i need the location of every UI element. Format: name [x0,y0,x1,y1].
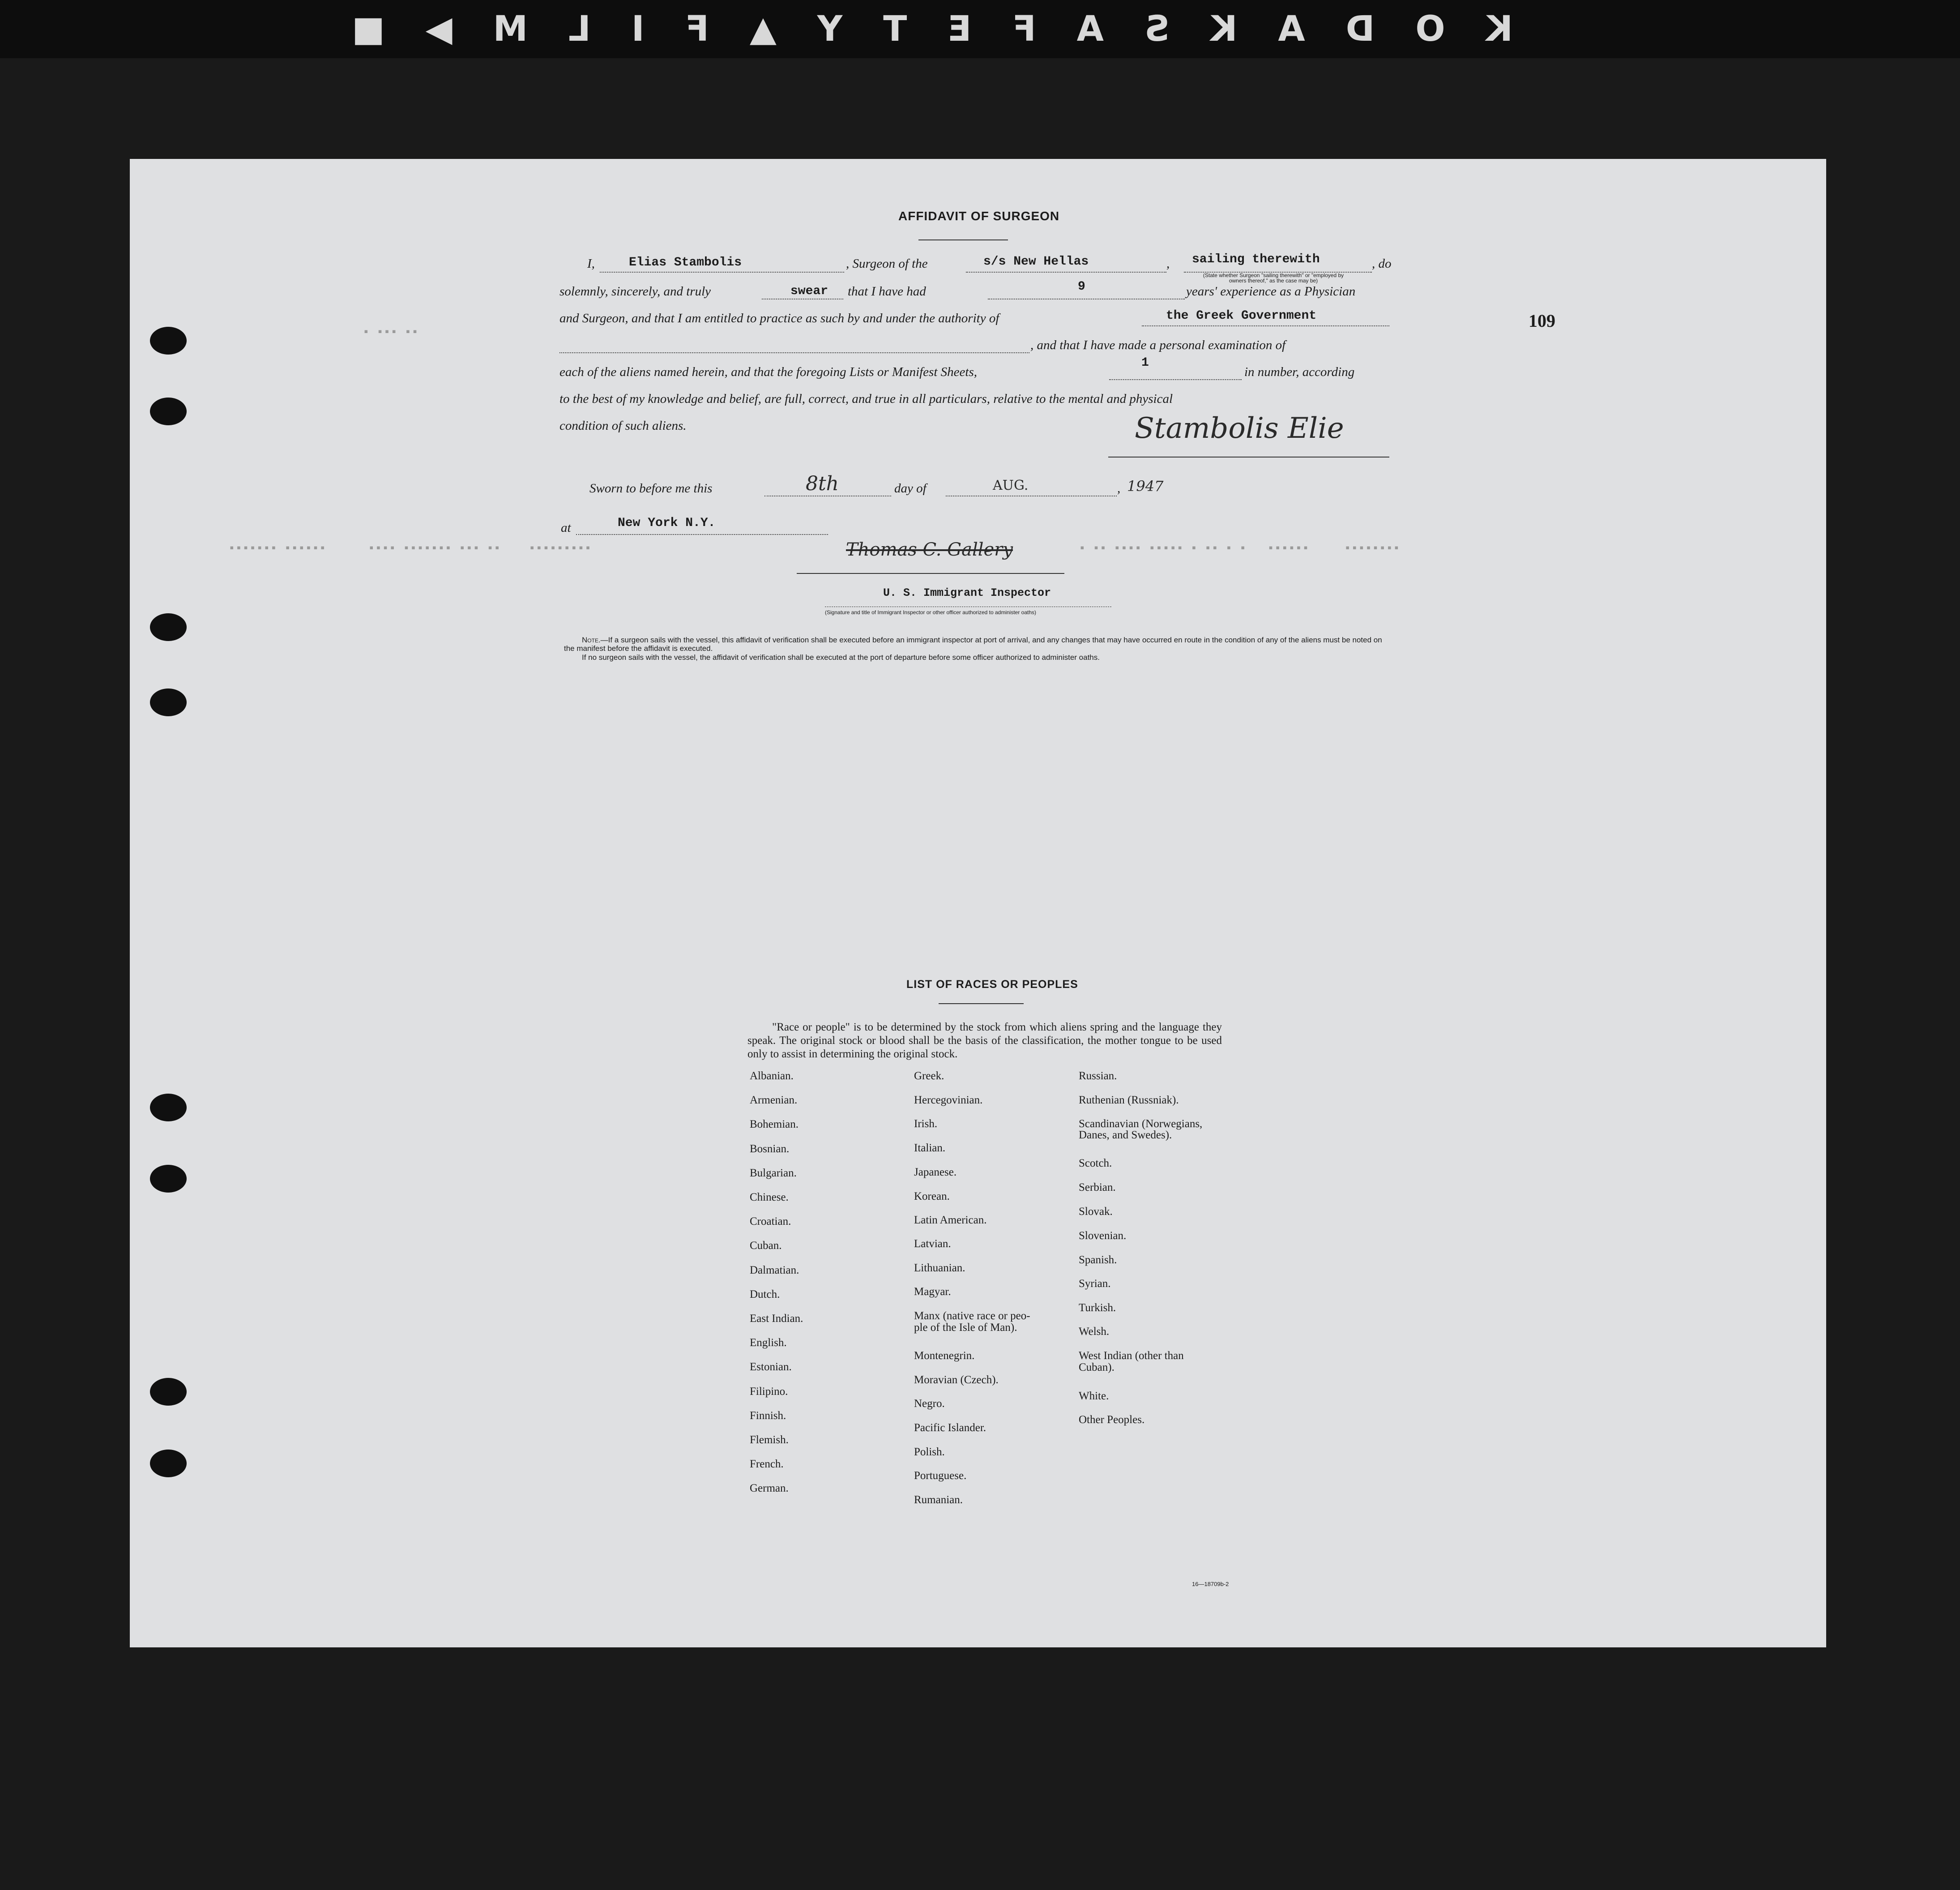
text-sworn: Sworn to before me this [589,481,713,496]
inspector-signature: Thomas C. Gallery [846,539,1013,560]
race-entry: Slovak. [1079,1206,1113,1218]
race-entry: Estonian. [750,1361,792,1373]
text-surgeon-of: , Surgeon of the [846,257,928,271]
race-entry: ple of the Isle of Man). [914,1321,1017,1334]
film-edge-letter: O [1413,9,1445,49]
note-label: Note. [582,636,601,644]
film-edge-letter: E [945,9,972,49]
race-entry: German. [750,1482,789,1495]
race-entry: Polish. [914,1446,945,1458]
race-entry: Irish. [914,1118,938,1130]
vessel-field-line [966,272,1166,273]
race-entry: Manx (native race or peo- [914,1310,1030,1322]
text-do: , do [1372,257,1392,271]
authority: the Greek Government [1166,309,1317,323]
race-entry: Rumanian. [914,1494,963,1506]
punch-hole [150,688,187,716]
document-page [130,159,1826,1647]
race-entry: Spanish. [1079,1254,1117,1266]
race-entry: French. [750,1458,784,1471]
authority-continued-line [559,352,1029,353]
inspector-hint: (Signature and title of Immigrant Inspector or other officer authorized to administer oaths) [825,609,1037,616]
race-entry: Greek. [914,1070,944,1082]
race-entry: Pacific Islander. [914,1422,986,1434]
race-entry: Albanian. [750,1070,794,1082]
race-entry: East Indian. [750,1313,803,1325]
bleed-through: ▪▪▪▪▪▪▪ ▪▪▪▪▪▪ ▪▪▪▪ ▪▪▪▪▪▪▪ ▪▪▪ ▪▪ ▪▪▪▪▪▪▪▪▪ [228,542,592,555]
race-entry: Armenian. [750,1094,798,1107]
race-entry: White. [1079,1390,1109,1402]
race-entry: Bohemian. [750,1118,799,1131]
race-entry: Italian. [914,1142,946,1154]
surgeon-signature: Stambolis Elie [1135,412,1344,445]
text-solemnly: solemnly, sincerely, and truly [559,284,711,299]
race-entry: Cuban. [750,1240,782,1252]
film-edge-letter: S [1141,9,1170,49]
sworn-month: AUG. [993,478,1029,493]
film-edge-letter: K [1483,9,1513,49]
race-entry: Danes, and Swedes). [1079,1129,1172,1141]
race-entry: Moravian (Czech). [914,1374,999,1386]
punch-hole [150,327,187,355]
film-edge-letter: F [682,9,709,49]
punch-hole [150,398,187,425]
race-entry: Lithuanian. [914,1262,965,1274]
film-edge [0,0,1960,58]
bleed-through: ▪ ▪▪▪ ▪▪ [363,325,418,339]
races-title: LIST OF RACES OR PEOPLES [906,978,1078,991]
race-entry: Slovenian. [1079,1230,1127,1242]
name-field-line [600,272,844,273]
race-entry: Japanese. [914,1166,957,1178]
race-entry: Other Peoples. [1079,1414,1145,1426]
form-number: 16—18709b-2 [1192,1581,1229,1587]
film-edge-letter: F [1009,9,1036,49]
film-edge-letter: ▶ [423,9,453,49]
text-examination: , and that I have made a personal examination of [1030,338,1286,352]
surgeon-status: sailing therewith [1192,252,1320,266]
punch-hole [150,613,187,641]
race-entry: Scandinavian (Norwegians, [1079,1118,1203,1130]
text-have-had: that I have had [848,284,926,299]
text-condition: condition of such aliens. [559,419,687,433]
vessel-name: s/s New Hellas [983,255,1089,269]
race-entry: Finnish. [750,1409,786,1422]
race-entry: Dutch. [750,1288,780,1300]
title-rule [918,239,1008,240]
sworn-day: 8th [806,472,839,495]
years-experience: 9 [1078,280,1085,294]
race-entry: Filipino. [750,1385,788,1398]
sworn-year: 1947 [1127,478,1164,495]
place-field-line [576,534,828,535]
film-edge-letter: Y [814,9,843,49]
inspector-title: U. S. Immigrant Inspector [883,586,1051,599]
film-edge-letter: I [628,9,645,49]
race-entry: Latin American. [914,1214,987,1226]
race-entry: Bosnian. [750,1142,790,1155]
punch-hole [150,1450,187,1477]
film-edge-letter: ▲ [747,9,777,49]
race-entry: Cuban). [1079,1361,1115,1373]
race-entry: Montenegrin. [914,1350,975,1362]
text-day-of: day of [894,481,927,496]
race-entry: Syrian. [1079,1278,1111,1290]
race-entry: Flemish. [750,1434,789,1446]
race-entry: Latvian. [914,1238,951,1250]
note-paragraph-2: If no surgeon sails with the vessel, the affidavit of verification shall be executed at the port of departure before some officer authorized to administer oaths. [582,653,1100,662]
punch-hole [150,1378,187,1406]
race-entry: West Indian (other than [1079,1350,1184,1362]
film-edge-text [349,9,1513,49]
race-entry: Croatian. [750,1215,791,1228]
text-in-number: in number, according [1244,365,1355,379]
race-entry: Portuguese. [914,1470,967,1482]
sworn-place: New York N.Y. [618,516,716,530]
text-authority: and Surgeon, and that I am entitled to practice as such by and under the authority of [559,311,999,325]
races-intro: "Race or people" is to be determined by the stock from which aliens spring and the language they speak. The original stock or blood shall be the basis of the classification, the mother tongue to be used only to assist in determining the original stock. [747,1021,1222,1060]
bleed-through: ▪ ▪▪ ▪▪▪▪ ▪▪▪▪▪ ▪ ▪▪ ▪ ▪ ▪▪▪▪▪▪ ▪▪▪▪▪▪▪▪ [1079,542,1400,555]
film-edge-letter: K [1208,9,1238,49]
sheet-count: 1 [1141,356,1149,370]
text-comma: , [1117,481,1121,496]
sheets-field-line [1109,379,1242,380]
film-edge-letter: ■ [349,9,385,49]
text-years-experience: years' experience as a Physician [1186,284,1356,299]
note-paragraph-1 [564,636,1390,653]
authority-field-line [1142,325,1389,326]
surgeon-name: Elias Stambolis [629,256,742,269]
film-edge-letter: T [880,9,907,49]
text-manifest-sheets: each of the aliens named herein, and that the foregoing Lists or Manifest Sheets, [559,365,977,379]
inspector-signature-line [797,573,1064,574]
film-edge-letter: A [1074,9,1104,49]
race-entry: Scotch. [1079,1157,1112,1169]
race-entry: Bulgarian. [750,1167,797,1179]
punch-hole [150,1165,187,1193]
race-entry: Russian. [1079,1070,1117,1082]
race-entry: English. [750,1337,787,1349]
race-entry: Serbian. [1079,1181,1116,1193]
race-entry: Dalmatian. [750,1264,799,1276]
film-edge-letter: M [490,9,528,49]
film-edge-letter: A [1275,9,1305,49]
oath-word: swear [790,284,828,298]
signature-line [1108,457,1389,458]
race-entry: Chinese. [750,1191,789,1203]
affidavit-title: AFFIDAVIT OF SURGEON [898,209,1060,223]
film-edge-letter: L [566,9,591,49]
text-knowledge: to the best of my knowledge and belief, are full, correct, and true in all particulars, relative to the mental and physical [559,392,1173,406]
race-entry: Magyar. [914,1286,951,1298]
race-entry: Hercegovinian. [914,1094,983,1106]
race-entry: Welsh. [1079,1326,1110,1338]
race-entry: Negro. [914,1398,945,1410]
punch-hole [150,1094,187,1121]
page-number: 109 [1529,311,1555,331]
race-entry: Turkish. [1079,1302,1116,1314]
note-text-1: —If a surgeon sails with the vessel, this affidavit of verification shall be executed before an immigrant inspector at port of arrival, and any changes that may have occurred en route in the condition of any of the aliens must be noted on the manifest before the affidavit is executed. [564,636,1382,653]
comma: , [1166,257,1170,271]
race-entry: Korean. [914,1190,950,1202]
text-at: at [561,521,571,535]
status-hint: (State whether Surgeon "sailing therewith" or "employed by owners thereof," as the case may be) [1203,272,1344,284]
races-title-rule [939,1003,1024,1004]
race-entry: Ruthenian (Russniak). [1079,1094,1179,1106]
film-edge-letter: D [1343,9,1375,49]
text-i: I, [587,257,595,271]
